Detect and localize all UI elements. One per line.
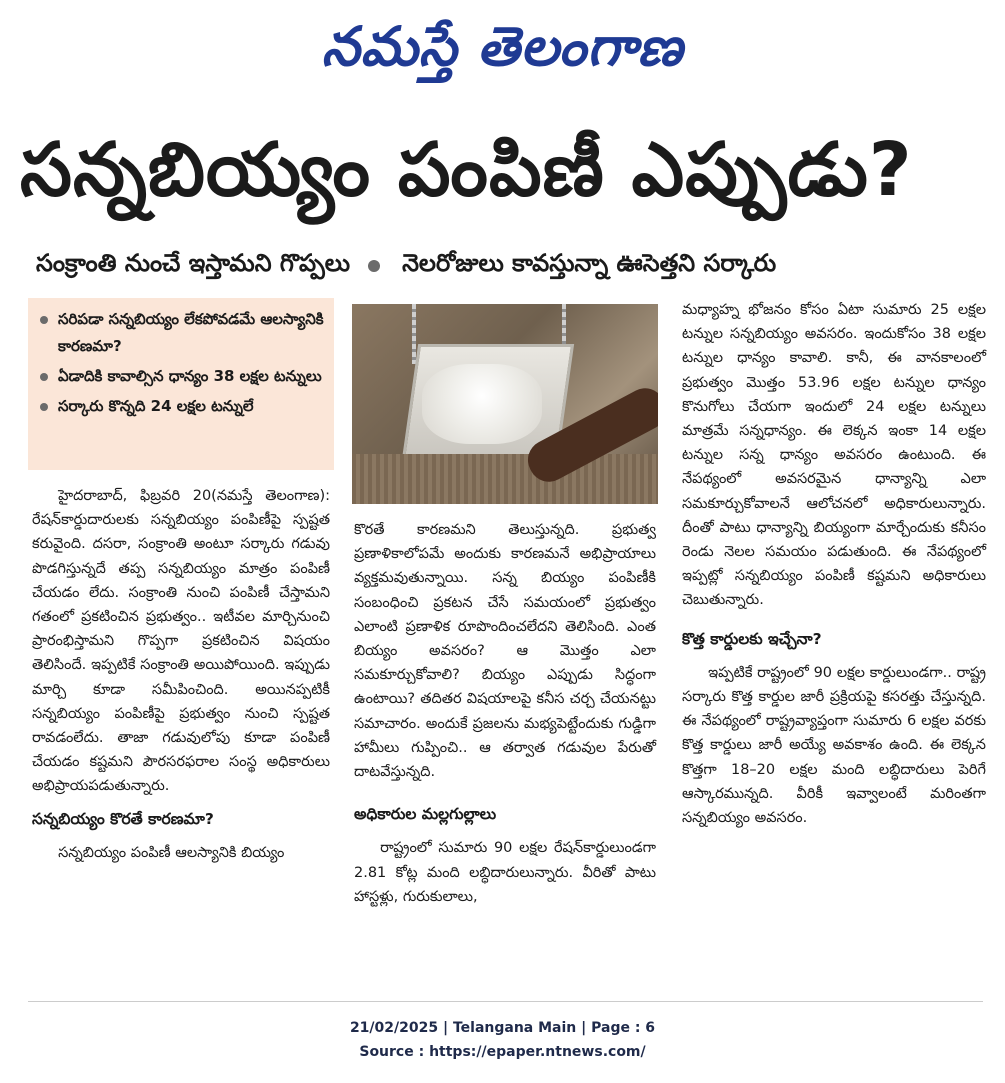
section-heading: సన్నబియ్యం కొరతే కారణమా? (32, 809, 214, 828)
highlights-box (28, 298, 334, 470)
body-paragraph: ఇప్పటికే రాష్ట్రంలో 90 లక్షల కార్డులుండగా.. రాష్ట్ర సర్కారు కొత్త కార్డుల జారీ ప్రక్రియపై కసరత్తు చేస్తున్నది. ఈ నేపథ్యంలో రాష్ట్రవ్యాప్తంగా సుమారు 6 లక్షల వరకు కొత్త కార్డులు జారీ అయ్యే అవకాశం ఉంది. ఈ లెక్కన కొత్తగా 18–20 లక్షల మంది లబ్ధిదారులు పెరిగే ఆస్కారమున్నది. వీరికీ ఇవ్వాలంటే మరింతగా సన్నబియ్యం అవసరం. (682, 664, 986, 827)
headline: సన్నబియ్యం పంపిణీ ఎప్పుడు? (20, 127, 913, 213)
body-paragraph: మధ్యాహ్న భోజనం కోసం ఏటా సుమారు 25 లక్షల టన్నుల సన్నబియ్యం అవసరం. ఇందుకోసం 38 లక్షల టన్నుల ధాన్యం కావాలి. కానీ, ఈ వానకాలంలో ప్రభుత్వం మొత్తం 53.96 లక్షల టన్నుల ధాన్యం కొనుగోలు చేయగా ఇందులో 24 లక్షల టన్నులు మాత్రమే సన్నధాన్యం. ఈ లెక్కన ఇంకా 14 లక్షల టన్నుల సన్న ధాన్యం అవసరం ఉంటుంది. ఈ నేపథ్యంలో అవసరమైన ధాన్యాన్ని ఎలా సమకూర్చుకోవాలనే ఆలోచనలో అధికారులున్నారు. దీంతో పాటు ధాన్యాన్ని బియ్యంగా మార్చేందుకు కనీసం రెండు నెలల సమయం పడుతుంది. ఈ నేపథ్యంలో ఇప్పట్లో సన్నబియ్యం పంపిణీ కష్టమని అధికారులు చెబుతున్నారు. (682, 302, 986, 609)
footer-source: Source : https://epaper.ntnews.com/ (359, 1044, 646, 1060)
bullet-dot-icon (368, 260, 380, 272)
masthead-logo: నమస్తే తెలంగాణ (321, 15, 684, 78)
subheadline-bar (36, 242, 986, 290)
body-paragraph: సన్నబియ్యం పంపిణీ ఆలస్యానికి బియ్యం (58, 844, 285, 861)
subheadline-2: నెలరోజులు కావస్తున్నా ఊసెత్తని సర్కారు (402, 249, 777, 277)
body-paragraph: కొరతే కారణమని తెలుస్తున్నది. ప్రభుత్వ ప్రణాళికాలోపమే అందుకు కారణమనే అభిప్రాయాలు వ్యక్తమవుతున్నాయి. సన్న బియ్యం పంపిణీకి సంబంధించి ప్రకటన చేసే సమయంలో ప్రభుత్వం ఎలాంటి ప్రణాళిక రూపొందించలేదని తెలిసింది. ఎంత బియ్యం అవసరం? ఆ మొత్తం ఎలా సమకూర్చుకోవాలి? బియ్యం ఎప్పుడు సిద్ధంగా ఉంటాయి? తదితర విషయాలపై కనీస చర్చ చేయనట్టు సమాచారం. అందుకే ప్రజలను మభ్యపెట్టేందుకు గుడ్డిగా హామీలు గుప్పించి.. ఆ తర్వాత గడువుల పేరుతో దాటవేస్తున్నది. (354, 522, 656, 781)
rice-photo (352, 304, 658, 504)
highlight-item: సర్కారు కొన్నది 24 లక్షల టన్నులే (40, 393, 328, 420)
highlight-item: సరిపడా సన్నబియ్యం లేకపోవడమే ఆలస్యానికి కారణమా? (40, 306, 328, 360)
bullet-dot-icon (40, 403, 48, 411)
body-paragraph: రాష్ట్రంలో సుమారు 90 లక్షల రేషన్‌కార్డులుండగా 2.81 కోట్ల మంది లబ్ధిదారులున్నారు. వీరితో పాటు హాస్టళ్లు, గురుకులాలు, (354, 840, 656, 905)
section-heading: కొత్త కార్డులకు ఇచ్చేనా? (682, 629, 822, 648)
bullet-dot-icon (40, 316, 48, 324)
section-heading: అధికారుల మల్లగుల్లాలు (354, 805, 497, 824)
article-column-2 (354, 518, 656, 909)
bullet-dot-icon (40, 373, 48, 381)
article-column-3 (682, 298, 986, 830)
footer-divider (28, 1001, 983, 1002)
rice-pile-graphic (422, 364, 542, 444)
body-paragraph: హైదరాబాద్, ఫిబ్రవరి 20(నమస్తే తెలంగాణ): రేషన్‌కార్డుదారులకు సన్నబియ్యం పంపిణీపై స్పష్టత కరువైంది. దసరా, సంక్రాంతి అంటూ సర్కారు గడువు పొడగిస్తున్నదే తప్ప సన్నబియ్యం మాత్రం పంపిణీ చేయడం లేదు. సంక్రాంతి నుంచి పంపిణీ చేస్తామని గతంలో ప్రకటించిన ప్రభుత్వం.. ఇటీవల మార్చినుంచి ప్రారంభిస్తామని గొప్పగా ప్రకటించిన విషయం తెలిసిందే. ఇప్పటికే సంక్రాంతి అయిపోయింది. ఇప్పుడు మార్చి కూడా సమీపించింది. అయినప్పటికీ సన్నబియ్యం పంపిణీపై ప్రభుత్వం నుంచి స్పష్టత రావడంలేదు. తాజా గడువులోపు కూడా పంపిణీ చేయడం కష్టమని పౌరసరఫరాల సంస్థ అధికారులు అభిప్రాయపడుతున్నారు. (32, 488, 330, 795)
article-column-1 (32, 484, 330, 865)
chain-graphic (412, 304, 416, 364)
highlight-item: ఏడాదికి కావాల్సిన ధాన్యం 38 లక్షల టన్నులు (40, 363, 328, 390)
subheadline-1: సంక్రాంతి నుంచే ఇస్తామని గొప్పలు (36, 249, 351, 277)
sack-graphic (352, 454, 658, 504)
footer-date-page: 21/02/2025 | Telangana Main | Page : 6 (349, 1020, 656, 1036)
